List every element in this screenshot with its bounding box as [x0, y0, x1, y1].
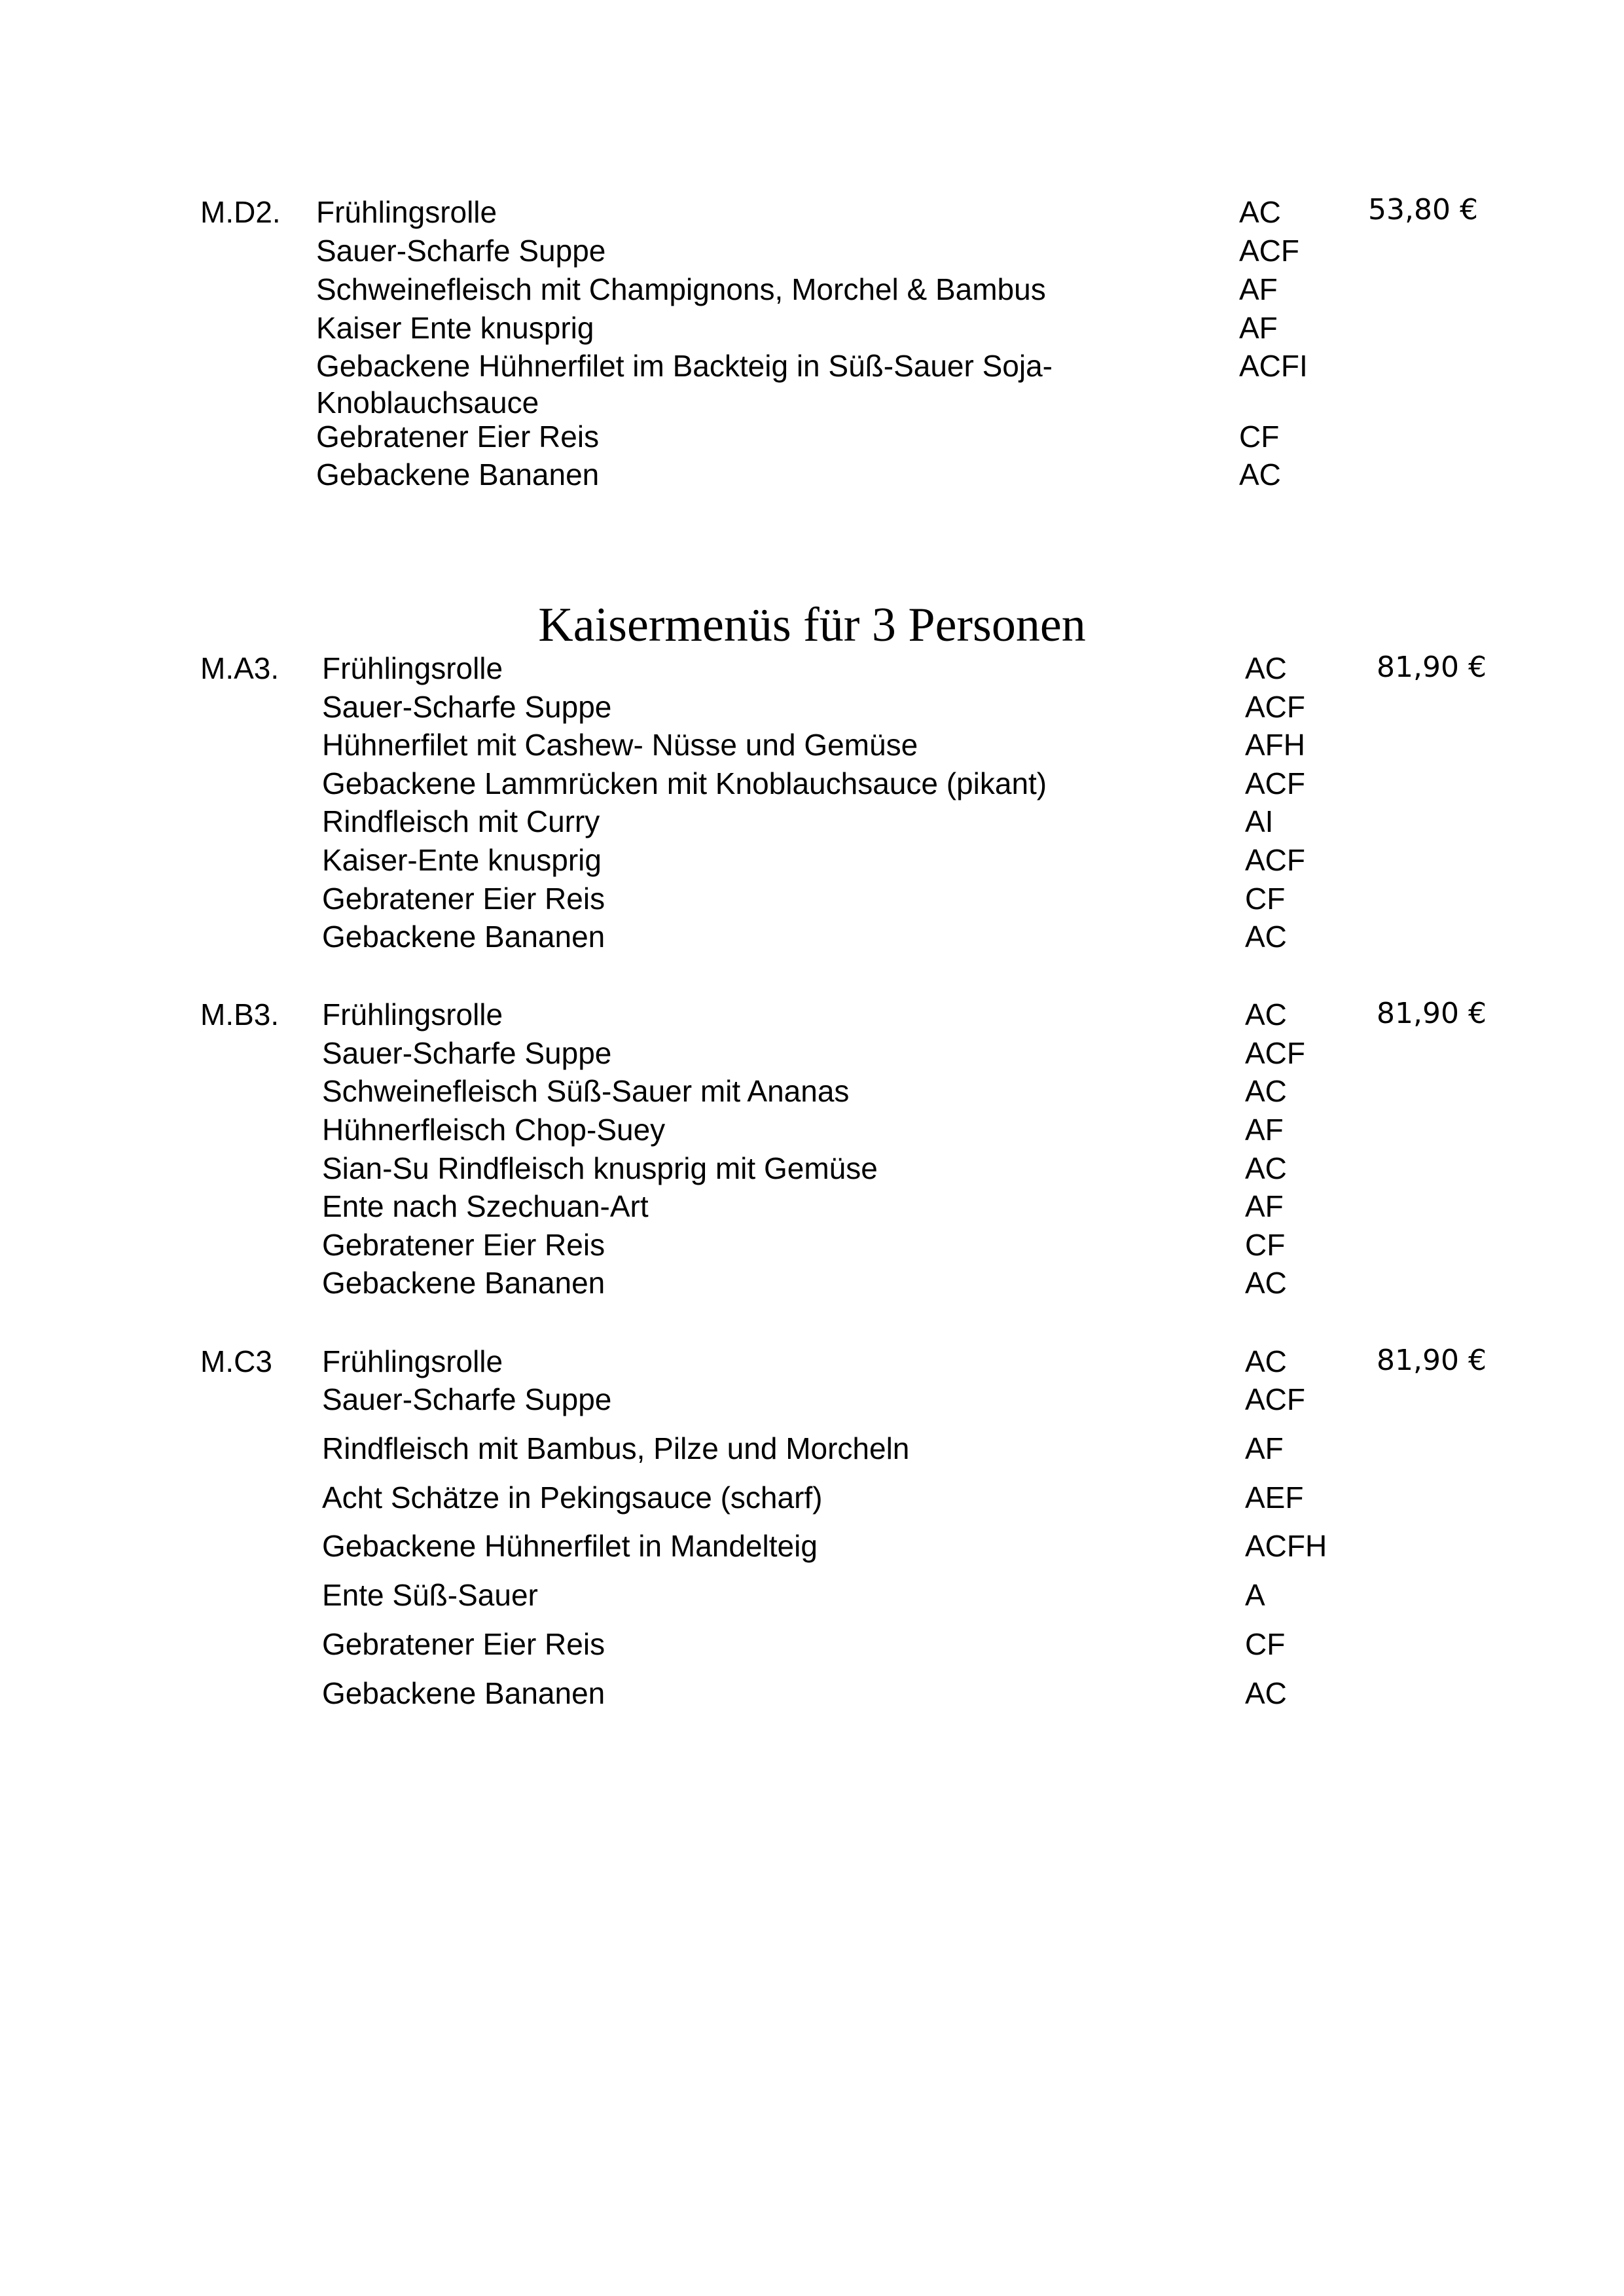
dish-allergens: ACF: [1245, 1382, 1305, 1416]
dish-name: Frühlingsrolle: [316, 195, 497, 229]
dish-allergens: AEF: [1245, 1480, 1304, 1515]
dish-name: Rindfleisch mit Curry: [322, 804, 600, 838]
dish-name: Gebratener Eier Reis: [322, 1627, 605, 1661]
dish-name: Frühlingsrolle: [322, 997, 503, 1031]
dish-allergens: ACFI: [1239, 349, 1308, 383]
dish-allergens: AC: [1245, 1344, 1287, 1378]
dish-allergens: AF: [1245, 1431, 1284, 1465]
dish-allergens: ACF: [1245, 1036, 1305, 1070]
dish-allergens: AC: [1245, 920, 1287, 954]
menu-price: 81,90 €: [1377, 997, 1487, 1030]
dish-name: Sauer-Scharfe Suppe: [322, 1382, 612, 1416]
dish-name: Gebackene Bananen: [322, 1676, 605, 1710]
dish-allergens: CF: [1245, 1228, 1286, 1262]
dish-name: Gebratener Eier Reis: [322, 882, 605, 916]
dish-allergens: AF: [1245, 1189, 1284, 1223]
dish-allergens: AC: [1239, 195, 1281, 229]
dish-name: Frühlingsrolle: [322, 1344, 503, 1378]
section-heading: Kaisermenüs für 3 Personen: [538, 598, 1086, 652]
dish-name: Gebackene Hühnerfilet in Mandelteig: [322, 1529, 818, 1563]
dish-name: Gebackene Bananen: [316, 457, 600, 492]
dish-name: Schweinefleisch mit Champignons, Morchel & Bambus: [316, 272, 1046, 306]
dish-name: Acht Schätze in Pekingsauce (scharf): [322, 1480, 823, 1515]
dish-allergens: ACF: [1245, 843, 1305, 877]
dish-name-continued: Knoblauchsauce: [316, 386, 539, 420]
dish-allergens: AI: [1245, 804, 1274, 838]
dish-name: Gebackene Hühnerfilet im Backteig in Süß-Sauer Soja-: [316, 349, 1053, 383]
dish-allergens: CF: [1245, 1627, 1286, 1661]
dish-name: Gebackene Bananen: [322, 920, 605, 954]
dish-name: Gebackene Lammrücken mit Knoblauchsauce (pikant): [322, 766, 1047, 800]
dish-name: Sauer-Scharfe Suppe: [322, 1036, 612, 1070]
dish-allergens: AF: [1239, 272, 1278, 306]
dish-name: Sian-Su Rindfleisch knusprig mit Gemüse: [322, 1151, 878, 1185]
dish-name: Sauer-Scharfe Suppe: [316, 234, 606, 268]
dish-name: Sauer-Scharfe Suppe: [322, 690, 612, 724]
dish-name: Schweinefleisch Süß-Sauer mit Ananas: [322, 1074, 850, 1108]
dish-allergens: AFH: [1245, 728, 1305, 762]
dish-name: Gebratener Eier Reis: [316, 420, 600, 454]
dish-name: Kaiser-Ente knusprig: [322, 843, 602, 877]
dish-allergens: AC: [1245, 1074, 1287, 1108]
dish-name: Ente Süß-Sauer: [322, 1578, 538, 1612]
menu-code: M.C3: [200, 1344, 272, 1378]
dish-allergens: AC: [1239, 457, 1281, 492]
menu-code: M.A3.: [200, 651, 280, 685]
dish-name: Gebackene Bananen: [322, 1266, 605, 1300]
dish-allergens: AC: [1245, 1676, 1287, 1710]
dish-allergens: AF: [1245, 1113, 1284, 1147]
dish-allergens: AF: [1239, 311, 1278, 345]
dish-name: Ente nach Szechuan-Art: [322, 1189, 649, 1223]
dish-name: Gebratener Eier Reis: [322, 1228, 605, 1262]
dish-allergens: AC: [1245, 1266, 1287, 1300]
menu-price: 81,90 €: [1377, 651, 1487, 684]
dish-allergens: A: [1245, 1578, 1265, 1612]
dish-name: Frühlingsrolle: [322, 651, 503, 685]
dish-allergens: ACF: [1245, 766, 1305, 800]
dish-name: Hühnerfleisch Chop-Suey: [322, 1113, 666, 1147]
dish-allergens: ACF: [1239, 234, 1299, 268]
dish-allergens: AC: [1245, 1151, 1287, 1185]
dish-allergens: ACF: [1245, 690, 1305, 724]
menu-code: M.B3.: [200, 997, 280, 1031]
dish-allergens: ACFH: [1245, 1529, 1327, 1563]
dish-allergens: CF: [1239, 420, 1280, 454]
dish-allergens: CF: [1245, 882, 1286, 916]
dish-name: Kaiser Ente knusprig: [316, 311, 594, 345]
dish-name: Rindfleisch mit Bambus, Pilze und Morcheln: [322, 1431, 910, 1465]
menu-price: 53,80 €: [1368, 193, 1478, 226]
menu-price: 81,90 €: [1377, 1344, 1487, 1377]
dish-name: Hühnerfilet mit Cashew- Nüsse und Gemüse: [322, 728, 918, 762]
menu-code: M.D2.: [200, 195, 281, 229]
dish-allergens: AC: [1245, 651, 1287, 685]
dish-allergens: AC: [1245, 997, 1287, 1031]
